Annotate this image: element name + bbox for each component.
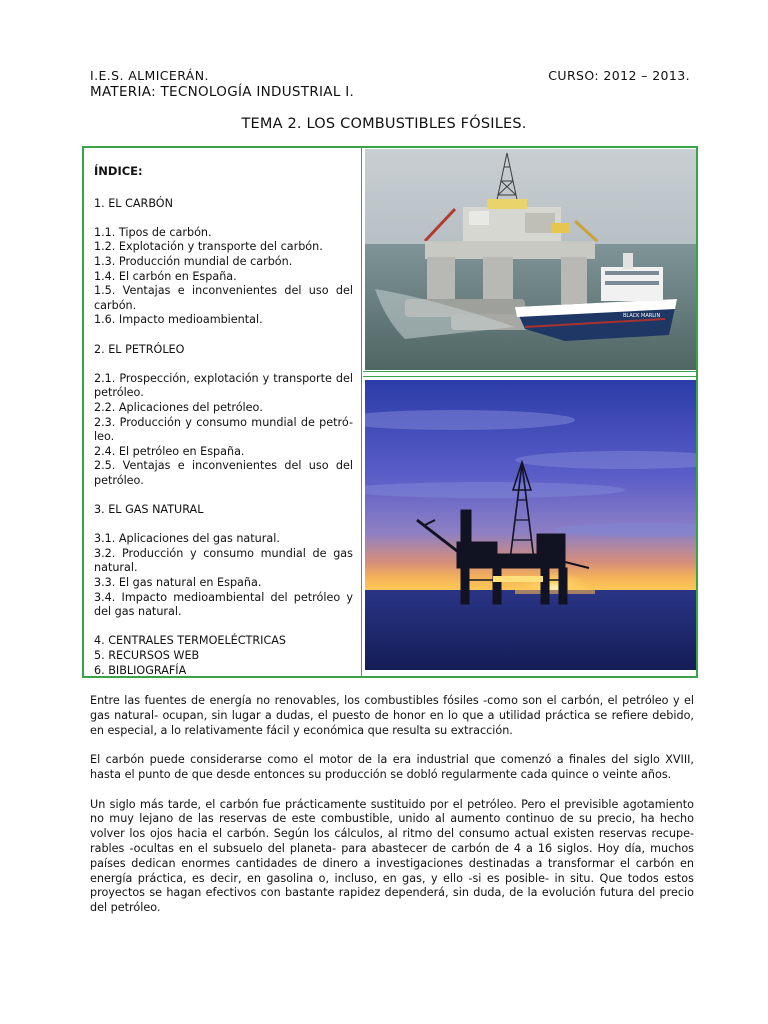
index-item: 3.1. Aplicaciones del gas natural.	[94, 532, 280, 546]
index-section-title: 2. EL PETRÓLEO	[94, 342, 185, 356]
index-item: 2.4. El petróleo en España.	[94, 444, 245, 458]
index-section	[94, 197, 353, 343]
paragraph: El carbón puede considerarse como el motor de la era industrial que comenzó a finales del siglo XVIII, hasta el punto de que desde entonces su producción se dobló regularmente cada quince o veinte años.	[90, 753, 694, 781]
paragraph: Entre las fuentes de energía no renovables, los combustibles fósiles -como son el carbón, el petróleo y el gas natural- ocupan, sin lugar a dudas, el puesto de honor en lo que a utilidad práctica se refiere debido, en especial, a lo relativamente fácil y económica que resulta su extracción.	[90, 694, 694, 737]
offshore-rig-on-ship-photo	[365, 149, 696, 370]
index-item: 2.3. Producción y consumo mundial de petró-leo.	[94, 415, 353, 444]
index-item: 1.3. Producción mundial de carbón.	[94, 254, 293, 268]
index-section	[94, 503, 353, 634]
paragraph: Un siglo más tarde, el carbón fue prácticamente sustituido por el petróleo. Pero el previsible agotamiento no muy lejano de las reservas de este combustible, unido al aumento continuo de su precio, ha hecho volver los ojos hacia el carbón. Según los cálculos, al ritmo del consumo actual existen reservas recupe-rables -ocultas en el subsuelo del planeta- para abastecer de carbón de 4 a 16 siglos. Hoy día, muchos países dedican enormes cantidades de dinero a investigaciones destinadas a transformar el carbón en energía práctica, es decir, en gasolina o, incluso, en gas, y ello -si es posible- in situ. Que todos estos proyectos se hagan efectivos con bastante rapidez dependerá, sin duda, de la evolución futura del precio del petróleo.	[90, 797, 694, 915]
index-section-title: 1. EL CARBÓN	[94, 196, 173, 210]
index-item: 3.2. Producción y consumo mundial de gas natural.	[94, 546, 353, 575]
index-section-title: 4. CENTRALES TERMOELÉCTRICAS	[94, 634, 287, 648]
index-item: 3.4. Impacto medioambiental del petróleo y del gas natural.	[94, 590, 353, 619]
index-heading: ÍNDICE:	[94, 164, 143, 178]
index-item: 1.6. Impacto medioambiental.	[94, 313, 263, 327]
ship-name-label: BLACK MARLIN	[623, 313, 661, 319]
page-title: TEMA 2. LOS COMBUSTIBLES FÓSILES.	[241, 116, 527, 132]
intro-text	[90, 694, 694, 931]
course-year: CURSO: 2012 – 2013.	[548, 68, 690, 83]
oil-platform-sunset-icon	[365, 380, 696, 670]
index-item: 3.3. El gas natural en España.	[94, 576, 262, 590]
offshore-rig-on-ship-icon	[365, 149, 696, 370]
index-item: 1.1. Tipos de carbón.	[94, 225, 212, 239]
index-item: 2.5. Ventajas e inconvenientes del uso del petróleo.	[94, 459, 353, 487]
index-section-title: 3. EL GAS NATURAL	[94, 503, 204, 517]
school-name: I.E.S. ALMICERÁN.	[90, 68, 209, 83]
index-section-title: 5. RECURSOS WEB	[94, 649, 200, 662]
oil-platform-sunset-photo	[365, 380, 696, 670]
document-header	[90, 68, 354, 100]
image-divider	[363, 371, 698, 377]
index-item: 2.1. Prospección, explotación y transporte del petróleo.	[94, 371, 353, 400]
index-item: 1.4. El carbón en España.	[94, 269, 237, 283]
index-item: 2.2. Aplicaciones del petróleo.	[94, 400, 263, 414]
index-item: 1.5. Ventajas e inconvenientes del uso del carbón.	[94, 284, 353, 312]
index-and-images-box	[82, 146, 698, 678]
index-tail	[94, 634, 353, 678]
index-column	[84, 148, 362, 676]
index-section	[94, 343, 353, 504]
index-section-title: 6. BIBLIOGRAFÍA	[94, 663, 187, 677]
subject-name: MATERIA: TECNOLOGÍA INDUSTRIAL I.	[90, 84, 355, 100]
index-item: 1.2. Explotación y transporte del carbón.	[94, 240, 323, 254]
